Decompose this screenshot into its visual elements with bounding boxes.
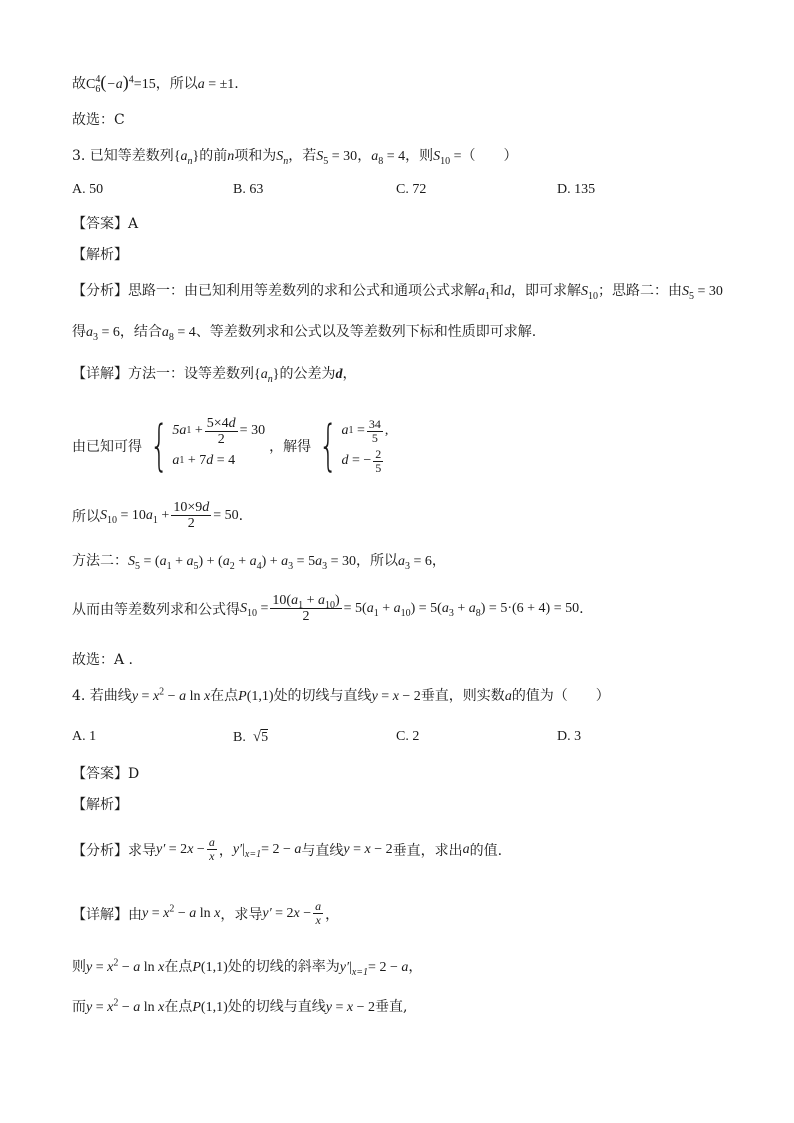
option-c: C. 72 (396, 182, 427, 197)
q4-detail-3: 而$y = x^2 - a$ ln x在点P(1,1)处的切线与直线y = x − 2垂直, (72, 997, 408, 1015)
detail-sum-2: 从而由等差数列求和公式得 $S_{10}$ = $\frac{10(a_1 + a_{10})}{2}$ = $5(a_1 + a_{10}) = 5(a_3 + a_8) = 5\cdot(6 + 4) = 50$ . (72, 593, 584, 624)
analysis-text-1: 【分析】思路一：由已知利用等差数列的求和公式和通项公式求解$a_1$和d，即可求解$S_{10}$；思路二：由$S_5 = 30$ (72, 283, 723, 302)
option-c: C. 2 (396, 729, 420, 744)
detail-sum: 所以 $S_{10} = 10a_1$ + $\frac{10\times 9d}{2}$ = 50 . (72, 500, 244, 531)
text-line-1: 故C 4 6 $(-a)^4=15$，所以a = ±1. (72, 72, 239, 95)
option-d: D. 3 (557, 729, 582, 744)
q4-analysis: 【分析】求导 y′ = 2x − $\frac{a}{x}$ ， $y'|_{x=1}= 2 - a$ 与直线 y = x − 2 垂直，求出 a 的值. (72, 835, 503, 863)
analysis-label: 【解析】 (72, 247, 128, 263)
option-d: D. 135 (557, 182, 596, 197)
question-4-stem: 4. 若曲线$y = x^2 - a$ ln x在点P(1,1)处的切线与直线y = x − 2垂直，则实数a的值为（ ） (72, 686, 610, 704)
text: 故 (72, 76, 86, 92)
answer-label: 【答案】D (72, 766, 140, 782)
analysis-text-2: 得$a_3 = 6$，结合$a_8 = 4$、等差数列求和公式以及等差数列下标和性质即可求解. (72, 324, 537, 343)
option-a: A. 1 (72, 729, 97, 744)
detail-text-1: 【详解】方法一：设等差数列$\{a_n\}$的公差为d， (72, 366, 357, 385)
choose-text: 故选：A . (72, 652, 134, 668)
q4-detail-1: 【详解】由 $y = x^2 - a$ ln x ，求导 y′ = 2x − $\frac{a}{x}$ ， (72, 899, 340, 927)
detail-method-2: 方法二：$S_5 = (a_1 + a_5) + (a_2 + a_4) + a_3 = 5a_3 = 30$，所以$a_3 = 6$， (72, 553, 446, 572)
analysis-label: 【解析】 (72, 797, 128, 813)
option-b: B. 63 (233, 182, 264, 197)
option-a: A. 50 (72, 182, 104, 197)
answer-label: 【答案】A (72, 216, 139, 232)
system-equations: 由已知可得 { 5a 1 + $\frac{5\times 4d}{2}$ = 30 a 1 + 7 d = 4 ，解得 { a 1 = $\frac{34}{5}$ , d = − $\frac{2}{5}$ (72, 414, 389, 477)
option-b: B. √5 (233, 729, 269, 745)
text: ，所以 (155, 76, 198, 92)
text-line-2: 故选：C (72, 112, 125, 128)
q4-detail-2: 则$y = x^2 - a$ ln x在点P(1,1)处的切线的斜率为$y'|_{x=1}= 2 - a$， (72, 957, 423, 978)
question-3-stem: 3. 已知等差数列$\{a_n\}$的前n项和为$S_n$，若$S_5 = 30$，$a_8 = 4$，则$S_{10}$ =（ ） (72, 148, 518, 167)
